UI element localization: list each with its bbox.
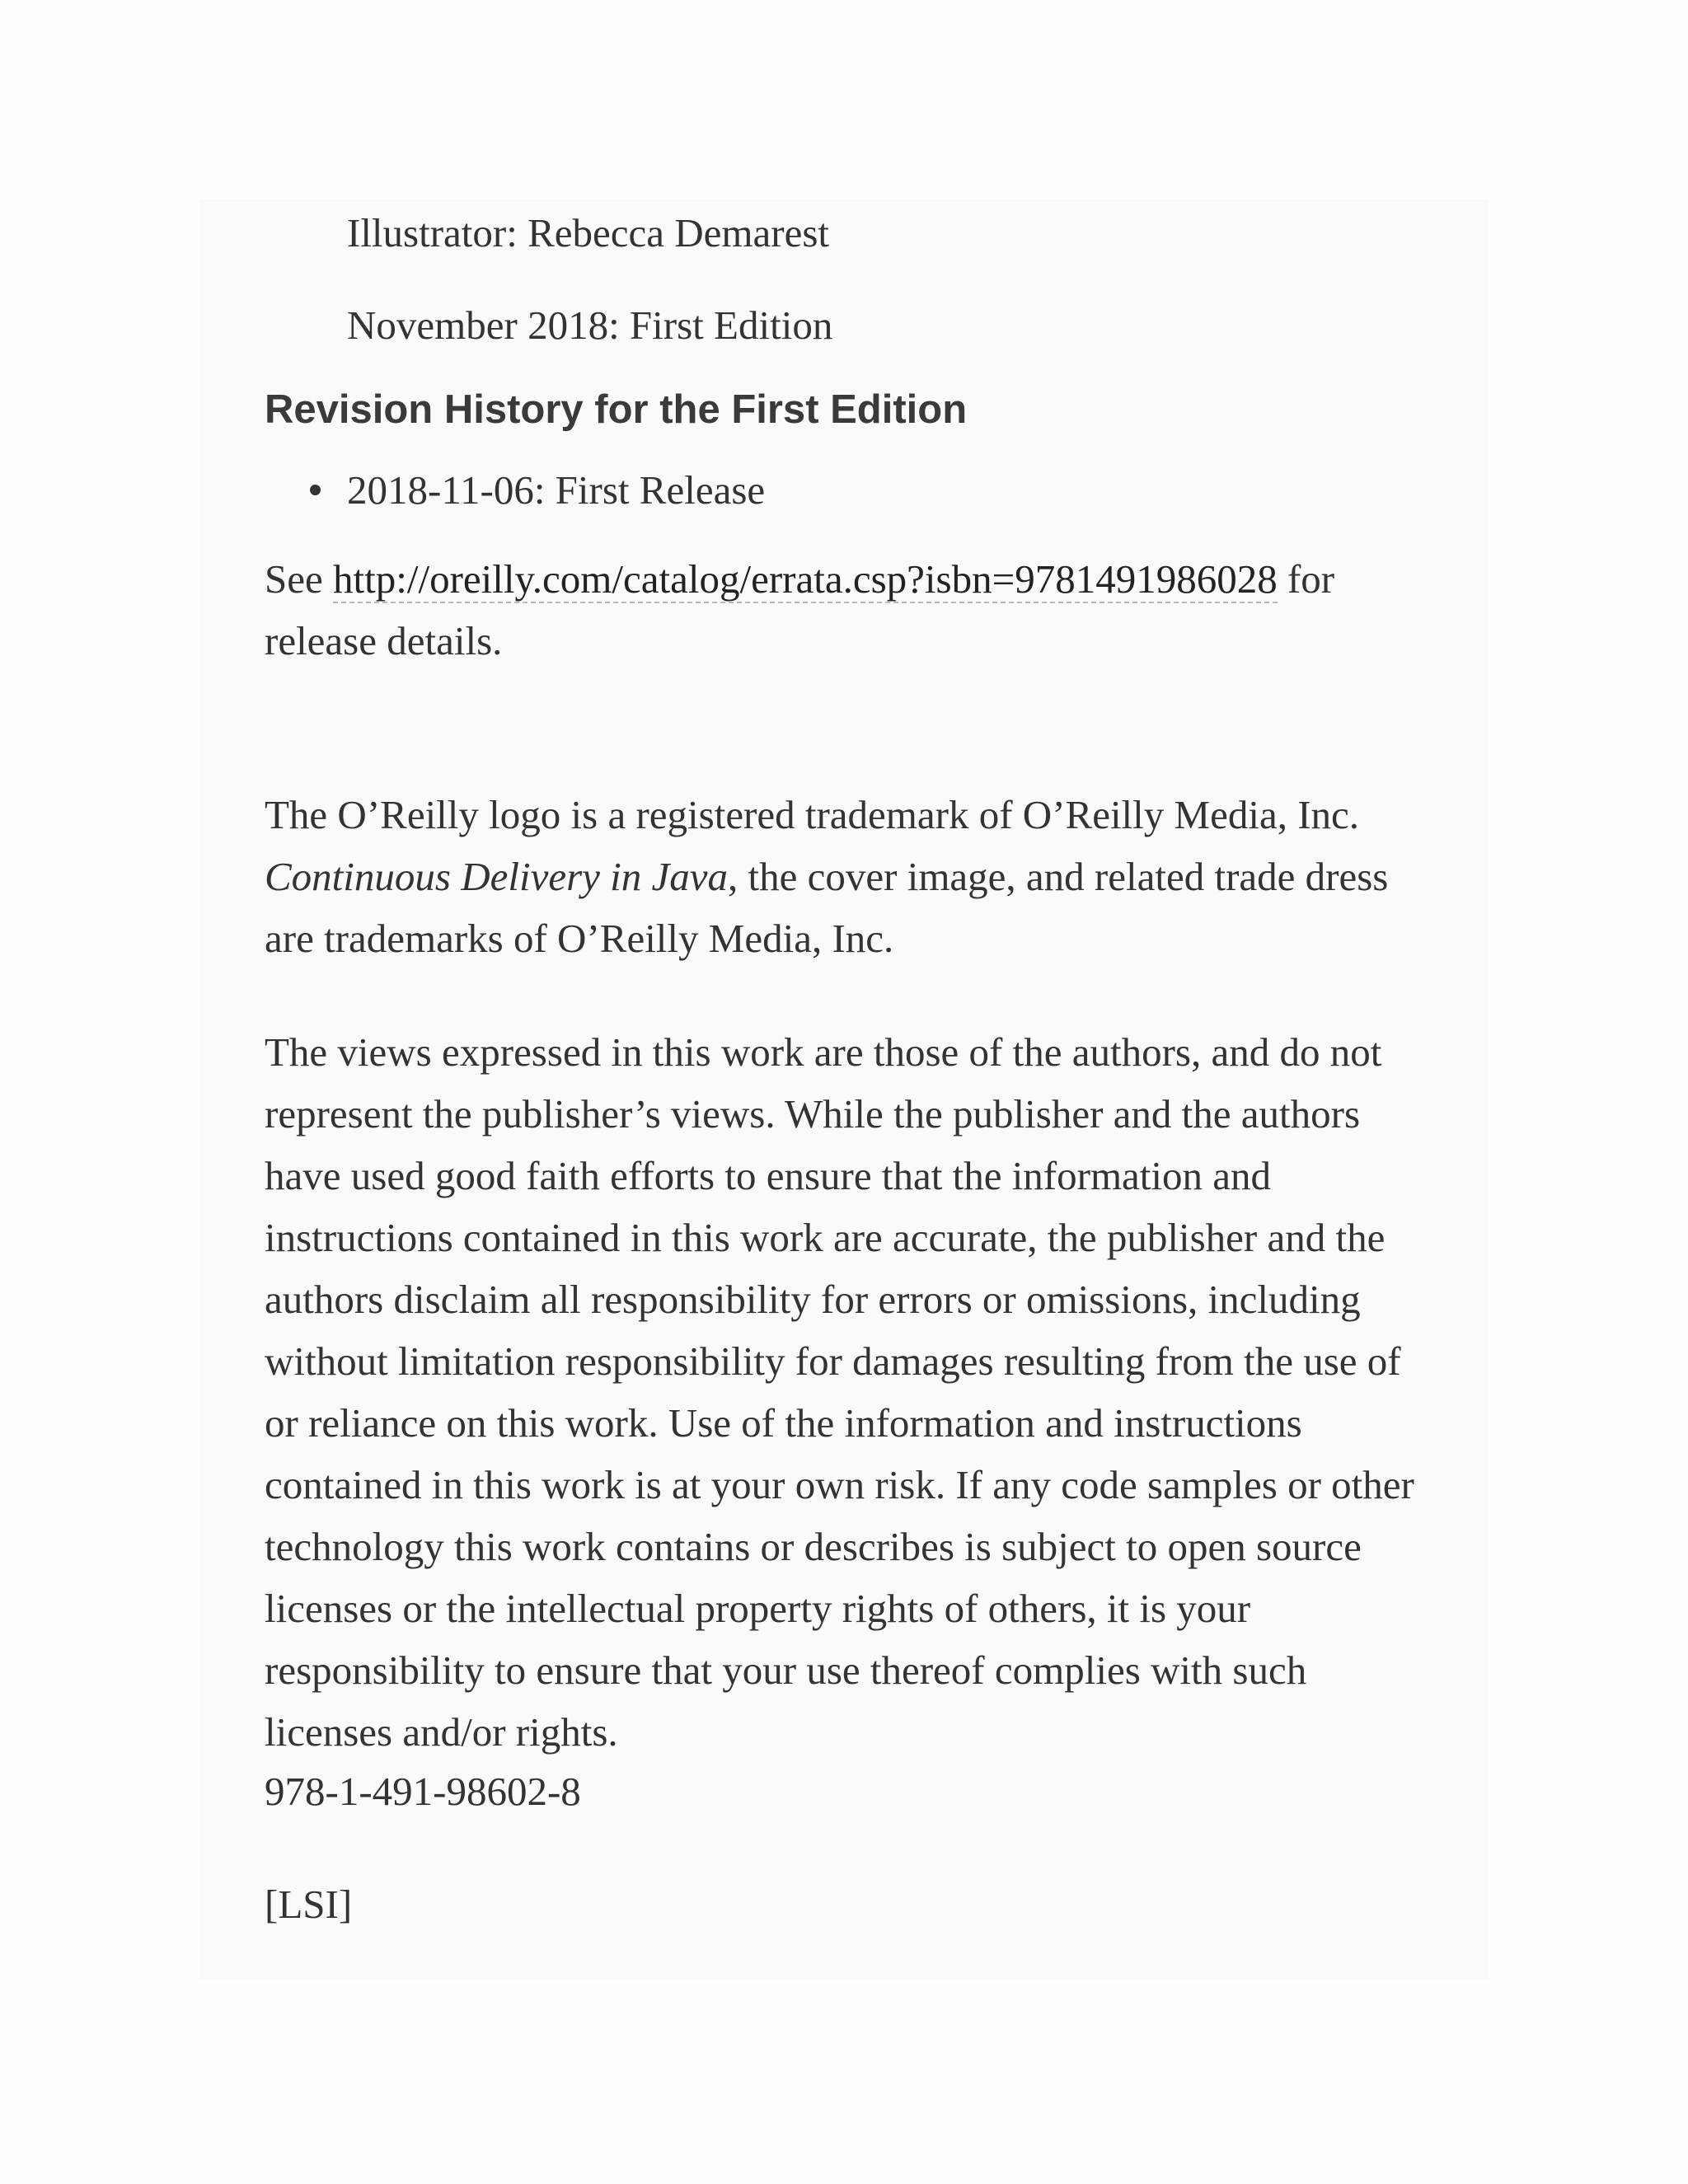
errata-prefix: See xyxy=(265,556,333,602)
trademark-intro: The O’Reilly logo is a registered trademark of O’Reilly Media, Inc. xyxy=(265,792,1360,837)
revision-history-heading: Revision History for the First Edition xyxy=(265,387,968,432)
trademark-paragraph xyxy=(265,784,1435,969)
printer-code: [LSI] xyxy=(265,1882,353,1927)
illustrator-credit: Illustrator: Rebecca Demarest xyxy=(347,210,830,255)
revision-history-list xyxy=(265,459,765,521)
errata-link[interactable]: http://oreilly.com/catalog/errata.csp?isbn=9781491986028 xyxy=(333,556,1278,602)
errata-paragraph xyxy=(265,548,1435,672)
revision-history-item-text: 2018-11-06: First Release xyxy=(347,467,766,513)
book-title: Continuous Delivery in Java xyxy=(265,854,729,899)
trademark-rest: , the cover image, and related trade dress are trademarks of O’Reilly Media, Inc. xyxy=(265,854,1389,961)
revision-history-item xyxy=(347,459,765,521)
edition-date: November 2018: First Edition xyxy=(347,302,833,348)
errata-suffix: for release details. xyxy=(265,556,1335,663)
bullet-icon xyxy=(310,485,321,495)
disclaimer-paragraph: The views expressed in this work are those of the authors, and do not represent the publisher’s views. While the publisher and the authors have used good faith efforts to ensure that the information and instructions contained in this work are accurate, the publisher and the authors disclaim all responsibility for errors or omissions, including without limitation responsibility for damages resulting from the use of or reliance on this work. Use of the information and instructions contained in this work is at your own risk. If any code samples or other technology this work contains or describes is subject to open source licenses or the intellectual property rights of others, it is your responsibility to ensure that your use thereof complies with such licenses and/or rights. xyxy=(265,1029,1414,1755)
isbn-number: 978-1-491-98602-8 xyxy=(265,1769,581,1814)
